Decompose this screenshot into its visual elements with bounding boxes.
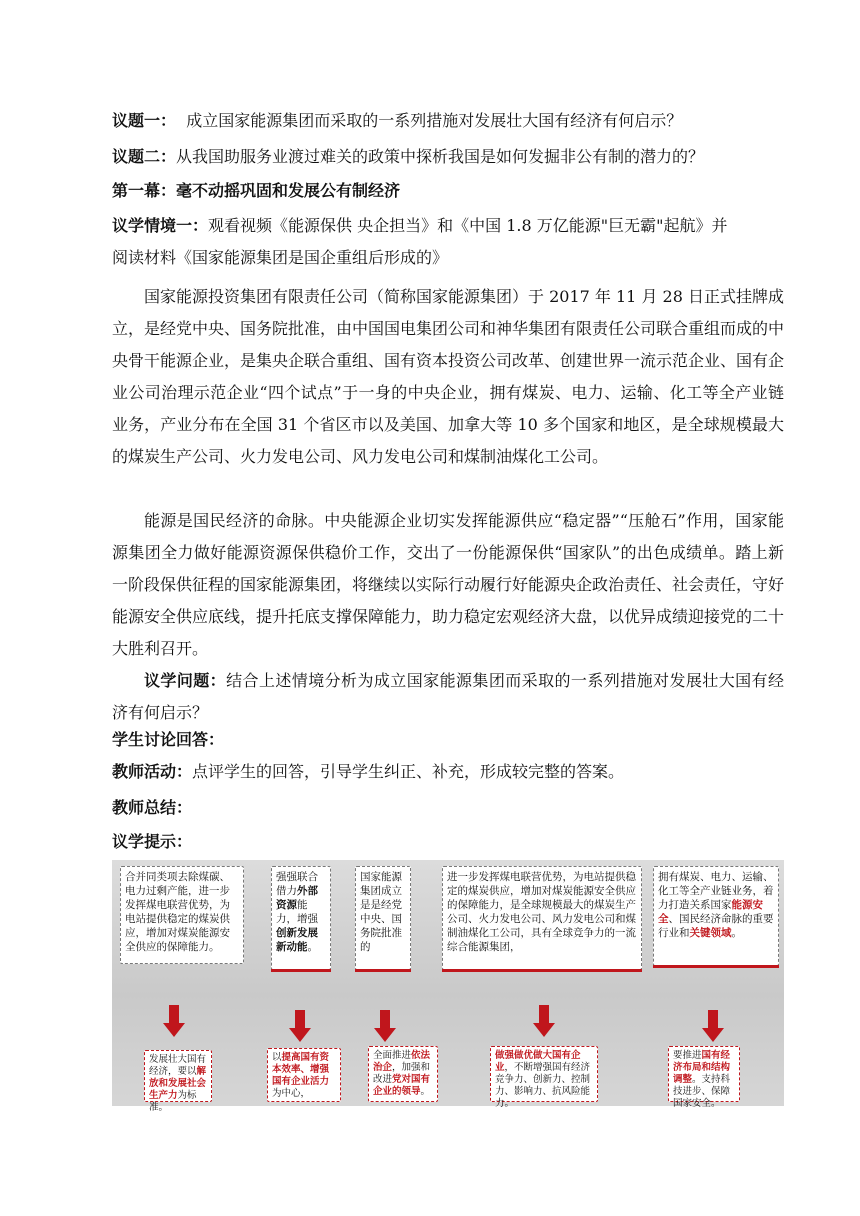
bottom-box	[144, 1050, 212, 1113]
box-text: ，不断增强国有经济竞争力、创新力、控制力、影响力、抗风险能力。	[495, 1062, 591, 1109]
situation-line-1	[112, 216, 727, 236]
box-text: 强强联合借力	[276, 871, 318, 897]
highlight-text: 党对国有企业的领导	[373, 1074, 431, 1097]
teacher-activity	[112, 762, 624, 782]
act-1-title: 第一幕：毫不动摇巩固和发展公有制经济	[112, 181, 401, 200]
box-text: 、国民经济命脉的重要行业和	[658, 913, 774, 939]
hint-diagram	[112, 860, 784, 1113]
box-text: ，加强和改进	[373, 1062, 431, 1085]
question-block	[112, 665, 784, 729]
box-text: 为标准。	[149, 1090, 197, 1113]
box-text: 为中心，	[272, 1088, 311, 1099]
down-arrow-icon	[289, 1010, 311, 1042]
topic-2	[112, 147, 704, 167]
down-arrow-icon	[533, 1005, 555, 1037]
highlight-text: 能源安全	[658, 899, 763, 925]
box-text: 发展壮大国有经济，要以	[149, 1054, 207, 1077]
accent-underline	[442, 969, 642, 972]
box-text: 能力，增强	[276, 899, 318, 925]
situation-label: 议学情境一：	[112, 216, 209, 235]
top-box	[442, 866, 642, 970]
box-text: 国家能源集团成立是是经党中央、国务院批准的	[360, 871, 402, 953]
teacher-activity-label: 教师活动：	[112, 762, 193, 781]
topic-1-label: 议题一：	[112, 111, 177, 130]
top-box	[653, 866, 779, 966]
highlight-text: 关键领域	[689, 927, 732, 939]
topic-1-text: 成立国家能源集团而采取的一系列措施对发展壮大国有经济有何启示？	[186, 111, 683, 130]
teacher-summary-label: 教师总结：	[112, 798, 193, 817]
topic-1	[112, 111, 682, 131]
highlight-text: 提高国有资本效率、增强国有企业活力	[272, 1052, 330, 1087]
box-text: 合并同类项去除煤碳、电力过剩产能，进一步发挥煤电联营优势，为电站提供稳定的煤炭供应，增加对煤炭能源安全供应的保障能力。	[125, 871, 230, 953]
accent-underline	[271, 969, 331, 972]
student-discussion-label: 学生讨论回答：	[112, 730, 225, 749]
situation-line-2: 阅读材料《国家能源集团是国企重组后形成的》	[112, 248, 449, 267]
bottom-box	[267, 1048, 341, 1102]
down-arrow-icon	[374, 1010, 396, 1042]
box-text: 。	[307, 941, 318, 953]
highlight-text: 国有经济布局和结构调整	[673, 1050, 731, 1085]
bottom-box	[368, 1046, 438, 1102]
bold-text: 外部资源	[276, 885, 318, 911]
material-paragraph-2-text: 能源是国民经济的命脉。中央能源企业切实发挥能源供应“稳定器”“压舱石”作用，国家能源集团全力做好能源资源保供稳价工作，交出了一份能源保供“国家队”的出色成绩单。踏上新一阶段保供征程的国家能源集团，将继续以实际行动履行好能源央企政治责任、社会责任，守好能源安全供应底线，提升托底支撑保障能力，助力稳定宏观经济大盘，以优异成绩迎接党的二十大胜利召开。	[112, 511, 785, 658]
situation-text-1: 观看视频《能源保供 央企担当》和《中国 1.8 万亿能源"巨无霸"起航》并	[208, 216, 728, 235]
box-text: 。支持科技进步、保障国家安全。	[673, 1074, 731, 1109]
bottom-box	[490, 1046, 598, 1109]
topic-2-label: 议题二：	[112, 147, 177, 166]
accent-underline	[355, 969, 411, 972]
bottom-box	[668, 1046, 740, 1109]
box-text: 以	[272, 1052, 282, 1063]
question-text: 结合上述情境分析为成立国家能源集团而采取的一系列措施对发展壮大国有经济有何启示？	[112, 671, 784, 722]
material-paragraph-1	[112, 281, 784, 473]
top-box	[120, 866, 244, 964]
question-paragraph	[112, 665, 784, 729]
teacher-activity-text: 点评学生的回答，引导学生纠正、补充，形成较完整的答案。	[192, 762, 625, 781]
box-text: 。	[731, 927, 742, 939]
highlight-text: 依法治企	[373, 1050, 431, 1073]
topic-2-text: 从我国助服务业渡过难关的政策中探析我国是如何发掘非公有制的潜力的？	[176, 147, 705, 166]
top-box	[355, 866, 411, 970]
highlight-text: 解放和发展社会生产力	[149, 1066, 207, 1101]
material-paragraph-2	[112, 505, 784, 665]
box-text: 。	[420, 1086, 431, 1097]
down-arrow-icon	[702, 1010, 724, 1042]
question-label: 议学问题：	[144, 671, 227, 690]
box-text: 进一步发挥煤电联营优势，为电站提供稳定的煤炭供应，增加对煤炭能源安全供应的保障能力，是全球规模最大的煤炭生产公司、火力发电公司、风力发电公司和煤制油煤化工公司，具有全球竞争力的一流综合能源集团，	[447, 871, 636, 953]
bold-text: 创新发展新动能	[276, 927, 318, 953]
material-paragraph-1-text: 国家能源投资集团有限责任公司（简称国家能源集团）于 2017 年 11 月 28 日正式挂牌成立，是经党中央、国务院批准，由中国国电集团公司和神华集团有限责任公司联合重组而成的中央骨干能源企业，是集央企联合重组、国有资本投资公司改革、创建世界一流示范企业、国有企业公司治理示范企业“四个试点”于一身的中央企业，拥有煤炭、电力、运输、化工等全产业链业务，产业分布在全国 31 个省区市以及美国、加拿大等 10 多个国家和地区，是全球规模最大的煤炭生产公司、火力发电公司、风力发电公司和煤制油煤化工公司。	[112, 287, 785, 466]
highlight-text: 做强做优做大国有企业	[495, 1050, 581, 1073]
box-text: 全面推进	[373, 1050, 412, 1061]
box-text: 拥有煤炭、电力、运输、化工等全产业链业务，着力打造关系国家	[658, 871, 774, 911]
top-box	[271, 866, 331, 970]
down-arrow-icon	[163, 1005, 185, 1037]
box-text: 要推进	[673, 1050, 702, 1061]
hint-label: 议学提示：	[112, 832, 193, 851]
accent-underline	[653, 965, 779, 968]
